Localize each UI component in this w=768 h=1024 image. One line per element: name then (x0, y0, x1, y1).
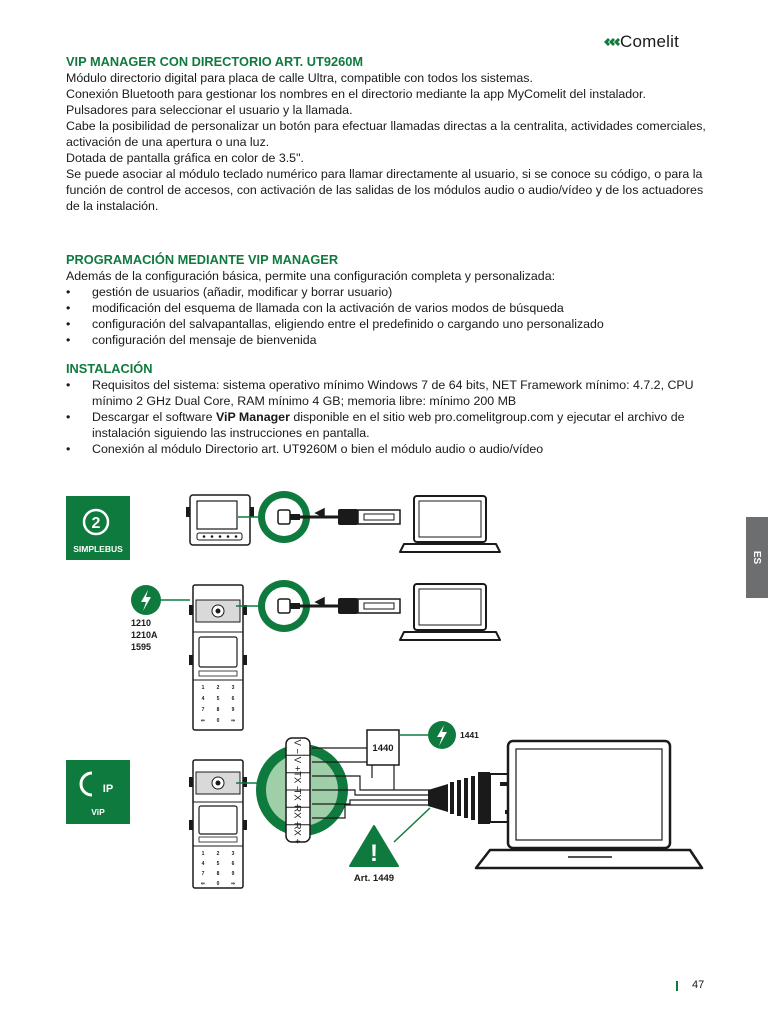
paragraph: Módulo directorio digital para placa de calle Ultra, compatible con todos los sistemas. (66, 71, 533, 85)
paragraph: Cabe la posibilidad de personalizar un botón para efectuar llamadas directas a la centralita, actividades comerciales, activación de una apertura o una luz. (66, 119, 706, 149)
keypad-key: 0 (216, 718, 220, 724)
keypad-key: 6 (231, 861, 235, 867)
terminal-label: TX − (291, 771, 303, 792)
list-item: • gestión de usuarios (añadir, modificar y borrar usuario) (66, 284, 706, 300)
section-title-instalacion: INSTALACIÓN (66, 361, 153, 376)
terminal-strip (286, 738, 310, 844)
keypad-key: 9 (231, 707, 235, 713)
language-tab (746, 517, 768, 598)
warning-icon: ! (370, 840, 378, 867)
list-item: • modificación del esquema de llamada con la activación de varios modos de búsqueda (66, 300, 706, 316)
keypad-key: 8 (216, 871, 220, 877)
vip-badge (66, 760, 130, 824)
keypad-key: ⇐ (200, 881, 206, 887)
power-model: 1210A (131, 630, 158, 640)
paragraph: Pulsadores para seleccionar el usuario y la llamada. (66, 103, 353, 117)
keypad-key: 1 (201, 685, 205, 691)
terminal-label: RX + (291, 822, 303, 844)
keypad-key: 5 (216, 861, 220, 867)
keypad-key: 0 (216, 881, 220, 887)
page-number: 47 (692, 979, 705, 991)
keypad-key: 5 (216, 696, 220, 702)
keypad-key: 2 (216, 685, 220, 691)
street-panel-device (189, 760, 247, 888)
module-1440 (367, 730, 399, 790)
keypad-key: 1 (201, 851, 205, 857)
laptop-icon (400, 496, 500, 552)
terminal-label: V + (291, 756, 303, 772)
list-item: • configuración del mensaje de bienvenida (66, 332, 706, 348)
list-item: • Conexión al módulo Directorio art. UT9260M o bien el módulo audio o audio/vídeo (66, 441, 706, 457)
list-item: • Requisitos del sistema: sistema operativo mínimo Windows 7 de 64 bits, NET Framework mínimo: 4.7.2, CPU mínimo 2 GHz Dual Core, RAM mínimo 4 GB; memoria libre: mínimo 200 MB (66, 377, 706, 409)
module-1440-label: 1440 (372, 743, 394, 754)
keypad-key: 7 (201, 871, 205, 877)
software-name: ViP Manager (215, 410, 290, 424)
terminal-label: V − (291, 739, 303, 754)
text-span: disponible en el sitio web pro.comelitgroup.com y ejecutar el archivo de instalación siguiendo las instrucciones en pantalla. (92, 410, 685, 440)
warning-label: Art. 1449 (353, 873, 395, 884)
list-item: • configuración del salvapantallas, eligiendo entre el predefinido o cargando uno personalizado (66, 316, 706, 332)
paragraph: Se puede asociar al módulo teclado numérico para llamar directamente al usuario, si se conoce su código, o para la función de control de accesos, con activación de las salidas de los módulos audio o audio/vídeo y de los actuadores de la instalación. (66, 167, 704, 213)
text-span: Descargar el software (92, 410, 216, 424)
keypad-key: ⇒ (230, 718, 236, 724)
warning-triangle (350, 808, 430, 884)
keypad-key: 6 (231, 696, 235, 702)
keypad-key: 3 (231, 851, 235, 857)
paragraph: Dotada de pantalla gráfica en color de 3.5". (66, 151, 304, 165)
laptop-icon (400, 584, 500, 640)
section-title-programacion: PROGRAMACIÓN MEDIANTE VIP MANAGER (66, 252, 339, 267)
power-supply-1441 (428, 721, 479, 749)
terminal-block-zoom (256, 738, 348, 844)
power-model: 1210 (131, 618, 152, 628)
simplebus-badge (66, 496, 130, 560)
directory-module-device (186, 495, 254, 545)
terminal-label: RX − (291, 805, 303, 827)
keypad-key: 4 (201, 861, 205, 867)
keypad-key: ⇐ (200, 718, 206, 724)
keypad-key: 8 (216, 707, 220, 713)
paragraph: Conexión Bluetooth para gestionar los nombres en el directorio mediante la app MyComelit del instalador. (66, 87, 646, 101)
ip-label: IP (102, 783, 114, 795)
vip-label: ViP (91, 807, 105, 817)
keypad-key: 3 (231, 685, 235, 691)
power-supply-badge (131, 585, 190, 652)
laptop-large (476, 741, 702, 868)
paragraph: Además de la configuración básica, permite una configuración completa y personalizada: (66, 269, 556, 283)
keypad-key: 9 (231, 871, 235, 877)
module-1441-label: 1441 (460, 730, 479, 740)
simplebus-number: 2 (91, 515, 101, 532)
language-tab-label: ES (751, 550, 763, 565)
keypad-key: 2 (216, 851, 220, 857)
section-title-vip-manager: VIP MANAGER CON DIRECTORIO ART. UT9260M (66, 54, 363, 69)
terminal-label: TX + (291, 788, 303, 809)
power-model: 1595 (131, 642, 152, 652)
keypad-key: 7 (201, 707, 205, 713)
keypad-key: ⇒ (230, 881, 236, 887)
simplebus-label: SIMPLEBUS (73, 544, 123, 554)
logo-text: Comelit (620, 32, 680, 51)
keypad-key: 4 (201, 696, 205, 702)
